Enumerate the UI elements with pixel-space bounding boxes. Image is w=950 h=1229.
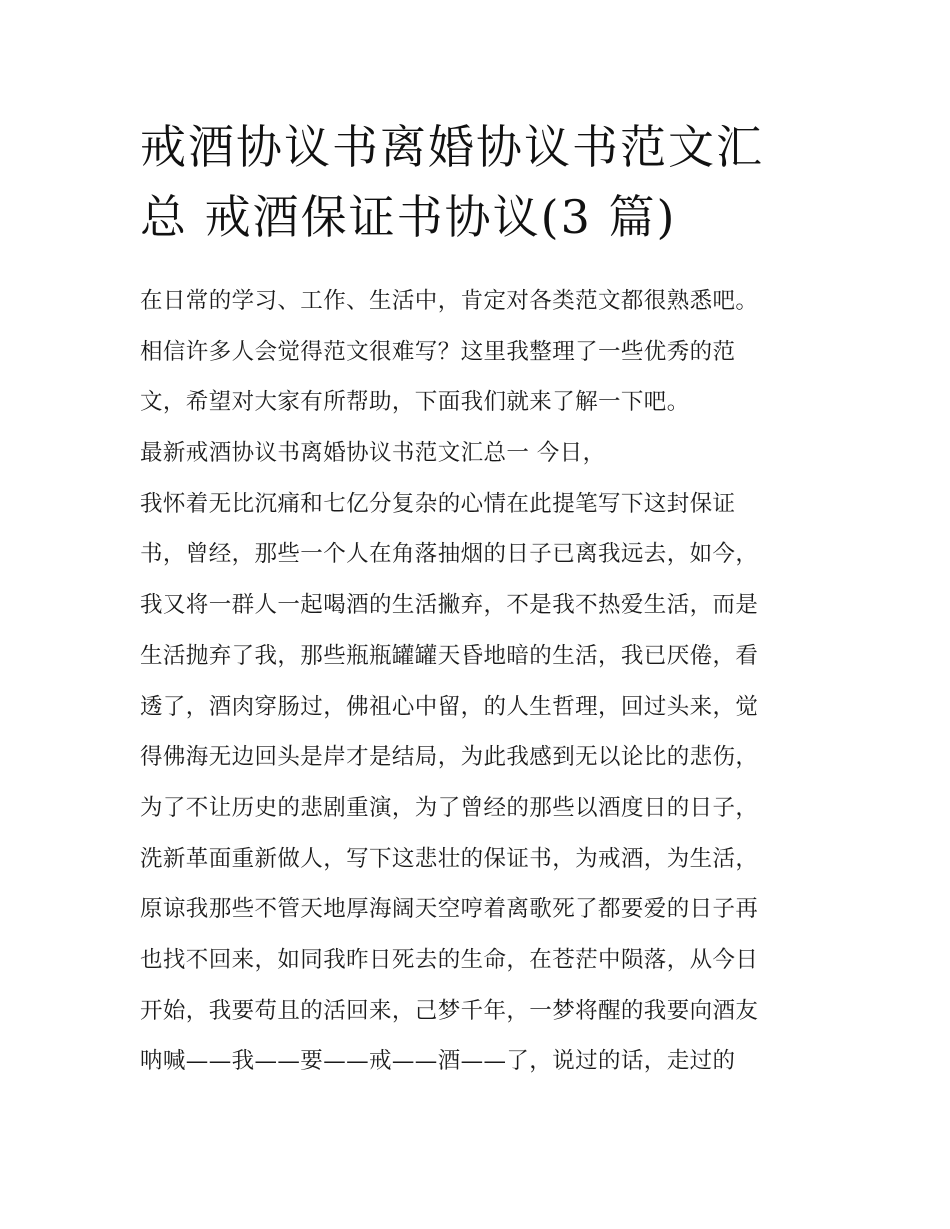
body-line: 为了不让历史的悲剧重演，为了曾经的那些以酒度日的日子， bbox=[140, 794, 759, 821]
title-line-1: 戒酒协议书离婚协议书范文汇 bbox=[140, 120, 764, 174]
section-heading-line: 最新戒酒协议书离婚协议书范文汇总一 今日， bbox=[140, 440, 606, 467]
body-line: 得佛海无边回头是岸才是结局，为此我感到无以论比的悲伤， bbox=[140, 744, 759, 771]
body-line: 我怀着无比沉痛和七亿分复杂的心情在此提笔写下这封保证 bbox=[140, 490, 736, 517]
body-line: 生活抛弃了我，那些瓶瓶罐罐天昏地暗的生活，我已厌倦，看 bbox=[140, 642, 759, 669]
body-line: 透了，酒肉穿肠过，佛祖心中留，的人生哲理，回过头来，觉 bbox=[140, 693, 759, 720]
document-body bbox=[140, 276, 830, 1087]
body-line: 也找不回来，如同我昨日死去的生命，在苍茫中陨落，从今日 bbox=[140, 946, 759, 973]
body-line: 在日常的学习、工作、生活中，肯定对各类范文都很熟悉吧。 bbox=[140, 288, 759, 314]
body-line: 书，曾经，那些一个人在角落抽烟的日子已离我远去，如今， bbox=[140, 541, 759, 568]
title-line-2: 总 戒酒保证书协议(3 篇) bbox=[140, 190, 677, 244]
body-line: 相信许多人会觉得范文很难写？这里我整理了一些优秀的范 bbox=[140, 338, 736, 365]
body-line: 洗新革面重新做人，写下这悲壮的保证书，为戒酒，为生活， bbox=[140, 845, 759, 872]
body-line: 呐喊——我——要——戒——酒——了，说过的话，走过的 bbox=[140, 1048, 736, 1075]
body-line: 文，希望对大家有所帮助，下面我们就来了解一下吧。 bbox=[140, 389, 690, 416]
body-line: 我又将一群人一起喝酒的生活撇弃，不是我不热爱生活，而是 bbox=[140, 592, 759, 619]
body-line: 开始，我要苟且的活回来，己梦千年，一梦将醒的我要向酒友 bbox=[140, 997, 759, 1024]
document-title bbox=[140, 112, 820, 252]
body-line: 原谅我那些不管天地厚海阔天空哼着离歌死了都要爱的日子再 bbox=[140, 896, 759, 923]
